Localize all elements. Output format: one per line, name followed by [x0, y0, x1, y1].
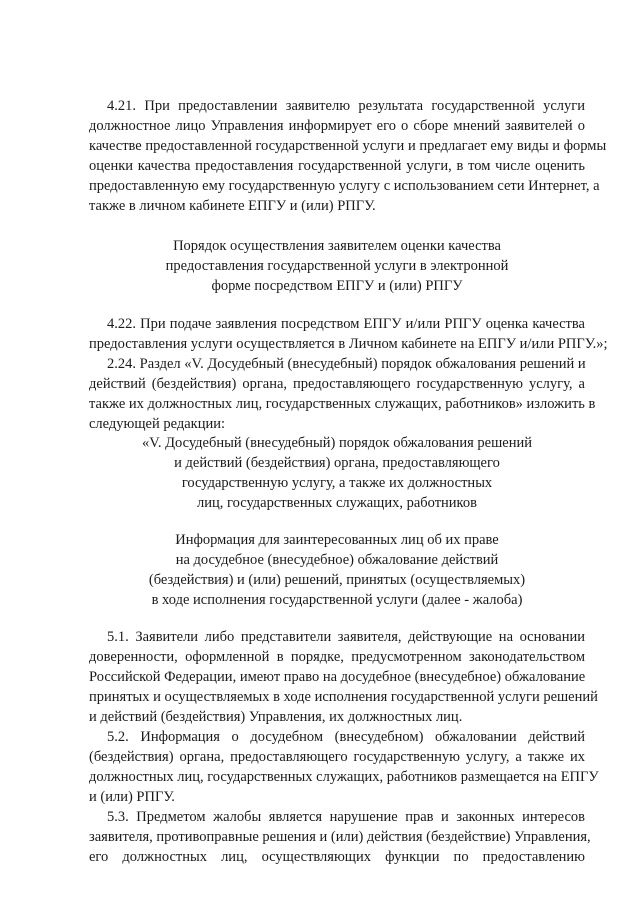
- text-line: 4.22. При подаче заявления посредством ЕПГУ и/или РПГУ оценка качества: [107, 316, 585, 332]
- text-line: принятых и осуществляемых в ходе исполнения государственной услуги решений: [89, 689, 598, 705]
- heading-line: и действий (бездействия) органа, предоставляющего: [174, 455, 500, 471]
- heading-line: Порядок осуществления заявителем оценки качества: [173, 238, 501, 254]
- heading-line: предоставления государственной услуги в электронной: [165, 258, 509, 274]
- text-line: качестве предоставленной государственной услуги и предлагает ему виды и формы: [89, 138, 607, 154]
- text-line: (бездействия) органа, предоставляющего государственную услугу, а также их: [89, 749, 585, 765]
- heading-line: на досудебное (внесудебное) обжалование действий: [175, 552, 499, 568]
- text-line: предоставленную ему государственную услугу с использованием сети Интернет, а: [89, 178, 600, 194]
- text-line: действий (бездействия) органа, предоставляющего государственную услугу, а: [89, 376, 585, 392]
- text-line: 2.24. Раздел «V. Досудебный (внесудебный) порядок обжалования решений и: [107, 356, 586, 372]
- text-line: Российской Федерации, имеют право на досудебное (внесудебное) обжалование: [89, 669, 586, 685]
- text-line: также их должностных лиц, государственных служащих, работников» изложить в: [89, 396, 596, 412]
- text-line: оценки качества предоставления государственной услуги, в том числе оценить: [89, 158, 585, 174]
- text-line: и (или) РПГУ.: [89, 789, 175, 805]
- text-line: должностных лиц, государственных служащих, работников размещается на ЕПГУ: [89, 769, 599, 785]
- text-line: должностное лицо Управления информирует его о сборе мнений заявителей о: [89, 118, 585, 134]
- text-line: также в личном кабинете ЕПГУ и (или) РПГУ.: [89, 198, 376, 214]
- heading-line: Информация для заинтересованных лиц об их праве: [175, 532, 499, 548]
- heading-line: в ходе исполнения государственной услуги (далее - жалоба): [151, 592, 523, 608]
- text-line: 5.2. Информация о досудебном (внесудебном) обжаловании действий: [107, 729, 585, 745]
- text-line: 5.1. Заявители либо представители заявителя, действующие на основании: [107, 629, 585, 645]
- text-line: предоставления услуги осуществляется в Личном кабинете на ЕПГУ и/или РПГУ.»;: [89, 336, 608, 352]
- heading-line: лиц, государственных служащих, работников: [197, 495, 477, 511]
- text-line: заявителя, противоправные решения и (или) действия (бездействие) Управления,: [89, 829, 591, 845]
- text-line: 4.21. При предоставлении заявителю результата государственной услуги: [107, 98, 585, 114]
- heading-line: форме посредством ЕПГУ и (или) РПГУ: [211, 278, 463, 294]
- text-line: его должностных лиц, осуществляющих функции по предоставлению: [89, 849, 585, 865]
- heading-line: (бездействия) и (или) решений, принятых (осуществляемых): [148, 572, 526, 588]
- text-line: и действий (бездействия) Управления, их должностных лиц.: [89, 709, 463, 725]
- text-line: доверенности, оформленной в порядке, предусмотренном законодательством: [89, 649, 585, 665]
- heading-line: государственную услугу, а также их должностных: [181, 475, 493, 491]
- text-line: 5.3. Предметом жалобы является нарушение прав и законных интересов: [107, 809, 585, 825]
- heading-line: «V. Досудебный (внесудебный) порядок обжалования решений: [141, 435, 532, 451]
- text-line: следующей редакции:: [89, 416, 226, 432]
